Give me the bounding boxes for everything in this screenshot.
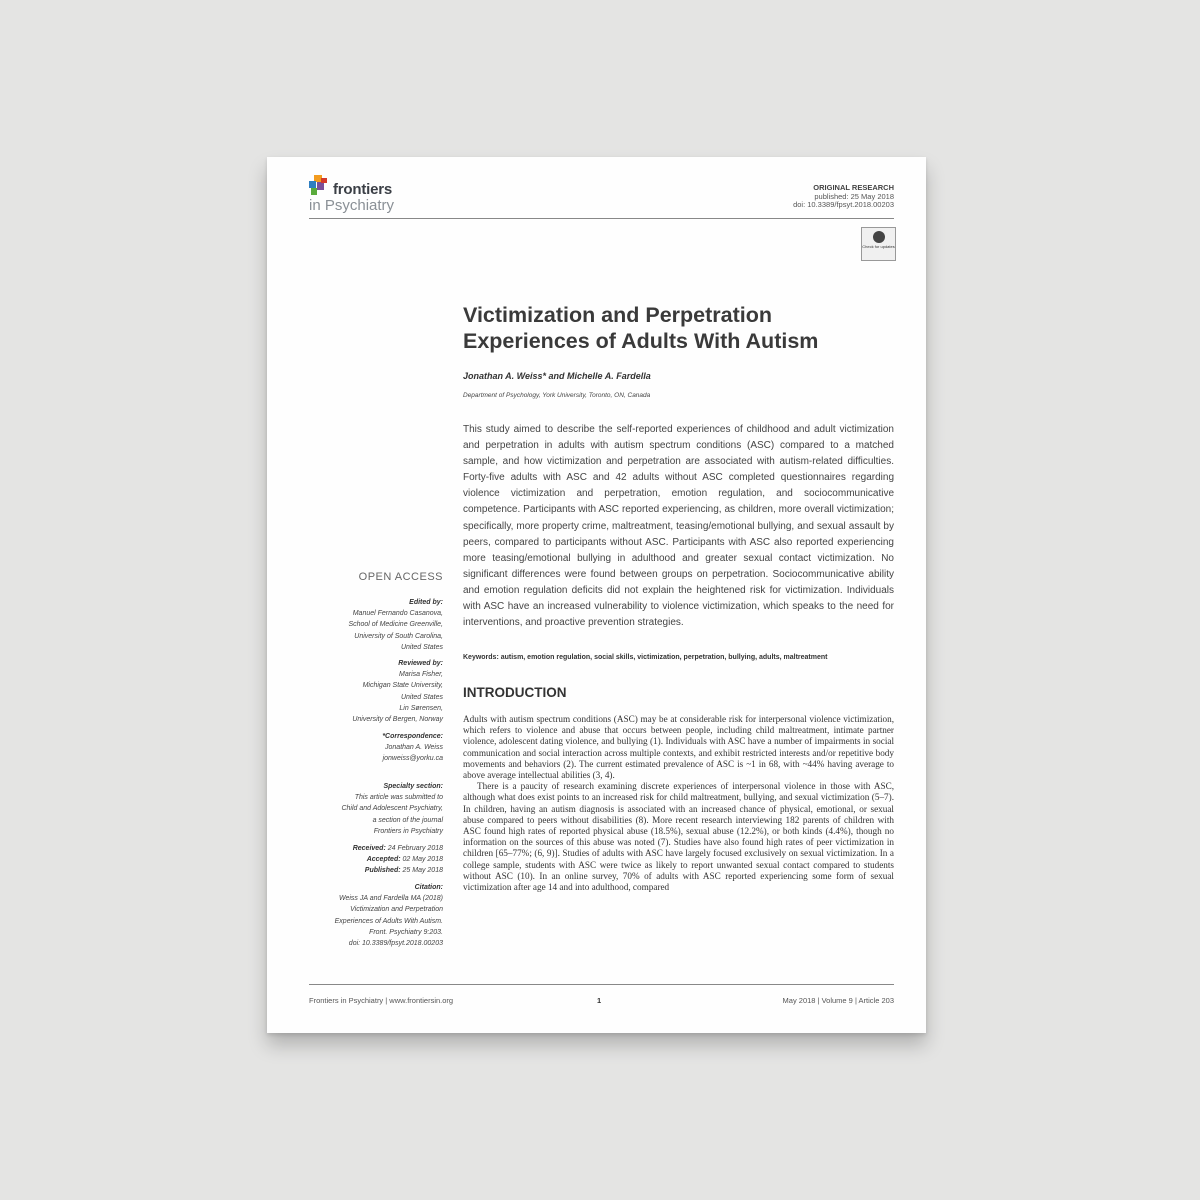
sidebar-line: United States — [400, 643, 443, 651]
doi: doi: 10.3389/fpsyt.2018.00203 — [793, 200, 894, 209]
correspondence-email[interactable]: jonweiss@yorku.ca — [382, 755, 443, 763]
frontiers-logo-icon — [309, 175, 331, 197]
sidebar-line: Michigan State University, — [362, 682, 443, 690]
sidebar-line: University of South Carolina, — [354, 632, 443, 640]
page-number: 1 — [597, 996, 602, 1005]
section-heading: INTRODUCTION — [463, 685, 567, 700]
sidebar-specialty — [309, 781, 443, 837]
sidebar-line: Frontiers in Psychiatry — [373, 827, 443, 835]
sidebar-line: Manuel Fernando Casanova, — [352, 610, 443, 618]
sidebar-heading: Edited by: — [409, 599, 443, 606]
accepted-date: Accepted: 02 May 2018 — [366, 856, 443, 864]
citation-doi[interactable]: doi: 10.3389/fpsyt.2018.00203 — [348, 940, 443, 948]
sidebar-correspondence — [309, 731, 443, 765]
sidebar-line: Marisa Fisher, — [399, 671, 443, 679]
check-updates-icon — [873, 231, 885, 243]
sidebar-line: United States — [400, 693, 443, 701]
sidebar-line: Victimization and Perpetration — [350, 906, 443, 914]
abstract: This study aimed to describe the self-reported experiences of childhood and adult victimization and perpetration in adults with autism spectrum conditions (ASC) compared to a matched sample, and how victimization and perpetration are associated with autism-related difficulties. Forty-five adults with ASC and 42 adults without ASC completed questionnaires regarding violence victimization and perpetration, emotion regulation, and sociocommunicative competence. Participants with ASC reported experiencing, as children, more overall victimization; specifically, more property crime, maltreatment, teasing/emotional bullying, and sexual assault by peers, compared to participants without ASC. Participants with ASC also reported experiencing more teasing/emotional bullying in adulthood and greater sexual contact victimization. No significant differences were found between groups on perpetration. Sociocommunicative ability and emotion regulation deficits did not explain the heightened risk for victimization. Individuals with ASC have an increased vulnerability to violence victimization, which speaks to the need for interventions, and proactive prevention strategies. — [463, 424, 894, 629]
sidebar-line: Child and Adolescent Psychiatry, — [341, 805, 443, 813]
footer-divider — [309, 984, 894, 985]
footer-volume: May 2018 | Volume 9 | Article 203 — [782, 996, 894, 1005]
sidebar-line: Jonathan A. Weiss — [385, 744, 443, 752]
published-date-sidebar: Published: 25 May 2018 — [364, 867, 443, 875]
keywords: Keywords: autism, emotion regulation, social skills, victimization, perpetration, bullying, adults, maltreatment — [463, 654, 828, 661]
article-type: ORIGINAL RESEARCH — [813, 183, 894, 192]
article-meta — [793, 184, 894, 210]
journal-subname: in Psychiatry — [309, 197, 395, 214]
open-access-label: OPEN ACCESS — [358, 571, 443, 583]
check-updates-badge[interactable] — [861, 227, 896, 261]
affiliation: Department of Psychology, York University, Toronto, ON, Canada — [463, 392, 651, 399]
sidebar-line: Experiences of Adults With Autism. — [334, 917, 443, 925]
check-updates-label: Check for updates — [862, 244, 895, 249]
header-divider — [309, 218, 894, 219]
sidebar-line: a section of the journal — [372, 816, 443, 824]
sidebar-dates — [309, 843, 443, 877]
paragraph: Adults with autism spectrum conditions (ASC) may be at considerable risk for interpersonal violence victimization, which refers to violence and abuse that occurs between people, including child maltreatment, intimate partner violence, adolescent dating violence, and bullying (1). Individuals with ASC have a number of impairments in social communication and social interaction across multiple contexts, and exhibit restricted interests and/or repetitive body movements and behaviors (2). The current estimated prevalence of ASC is ~1 in 68, with ~44% having average to above average intellectual abilities (3, 4). — [463, 714, 894, 781]
paper-page — [267, 157, 926, 1033]
sidebar-heading: Specialty section: — [383, 783, 443, 790]
received-date: Received: 24 February 2018 — [352, 845, 443, 852]
sidebar-citation — [309, 882, 443, 949]
paragraph: There is a paucity of research examining discrete experiences of interpersonal violence in those with ASC, although what does exist points to an increased risk for child maltreatment, bullying, and sexual victimization (5–7). In children, having an autism diagnosis is associated with an increased chance of physical, emotional, or sexual abuse compared to peers without disabilities (8). More recent research interviewing 182 parents of children with ASC found high rates of reported physical abuse (18.5%), sexual abuse (12.2%), or both kinds (4.4%), though no information on the sources of this abuse was noted (7). Studies have also found high rates of peer victimization in children [65–77%; (6, 9)]. Studies of adults with ASC have largely focused exclusively on sexual victimization. In a college sample, students with ASC were twice as likely to report unwanted sexual contact compared to students without ASC (10). In an online survey, 70% of adults with ASC reported experiencing some form of sexual victimization after age 14 and into adulthood, compared — [463, 781, 894, 893]
sidebar-line: School of Medicine Greenville, — [348, 621, 443, 629]
article-title: Victimization and Perpetration Experiences of Adults With Autism — [463, 303, 819, 353]
journal-name: frontiers — [333, 181, 393, 198]
published-date: published: 25 May 2018 — [814, 191, 894, 201]
sidebar-reviewed-by — [309, 658, 443, 725]
sidebar-line: Front. Psychiatry 9:203. — [369, 928, 443, 936]
sidebar-heading: Citation: — [414, 884, 443, 891]
sidebar-line: University of Bergen, Norway — [352, 716, 443, 724]
sidebar-line: Weiss JA and Fardella MA (2018) — [338, 895, 443, 903]
sidebar-heading: *Correspondence: — [382, 733, 443, 740]
body-text — [463, 714, 894, 893]
sidebar-heading: Reviewed by: — [398, 660, 443, 667]
sidebar-line: This article was submitted to — [354, 794, 443, 802]
sidebar-edited-by — [309, 597, 443, 653]
authors: Jonathan A. Weiss* and Michelle A. Fardella — [463, 371, 651, 381]
footer-journal-link[interactable]: Frontiers in Psychiatry | www.frontiersin.org — [309, 996, 454, 1005]
sidebar-line: Lin Sørensen, — [399, 704, 443, 712]
